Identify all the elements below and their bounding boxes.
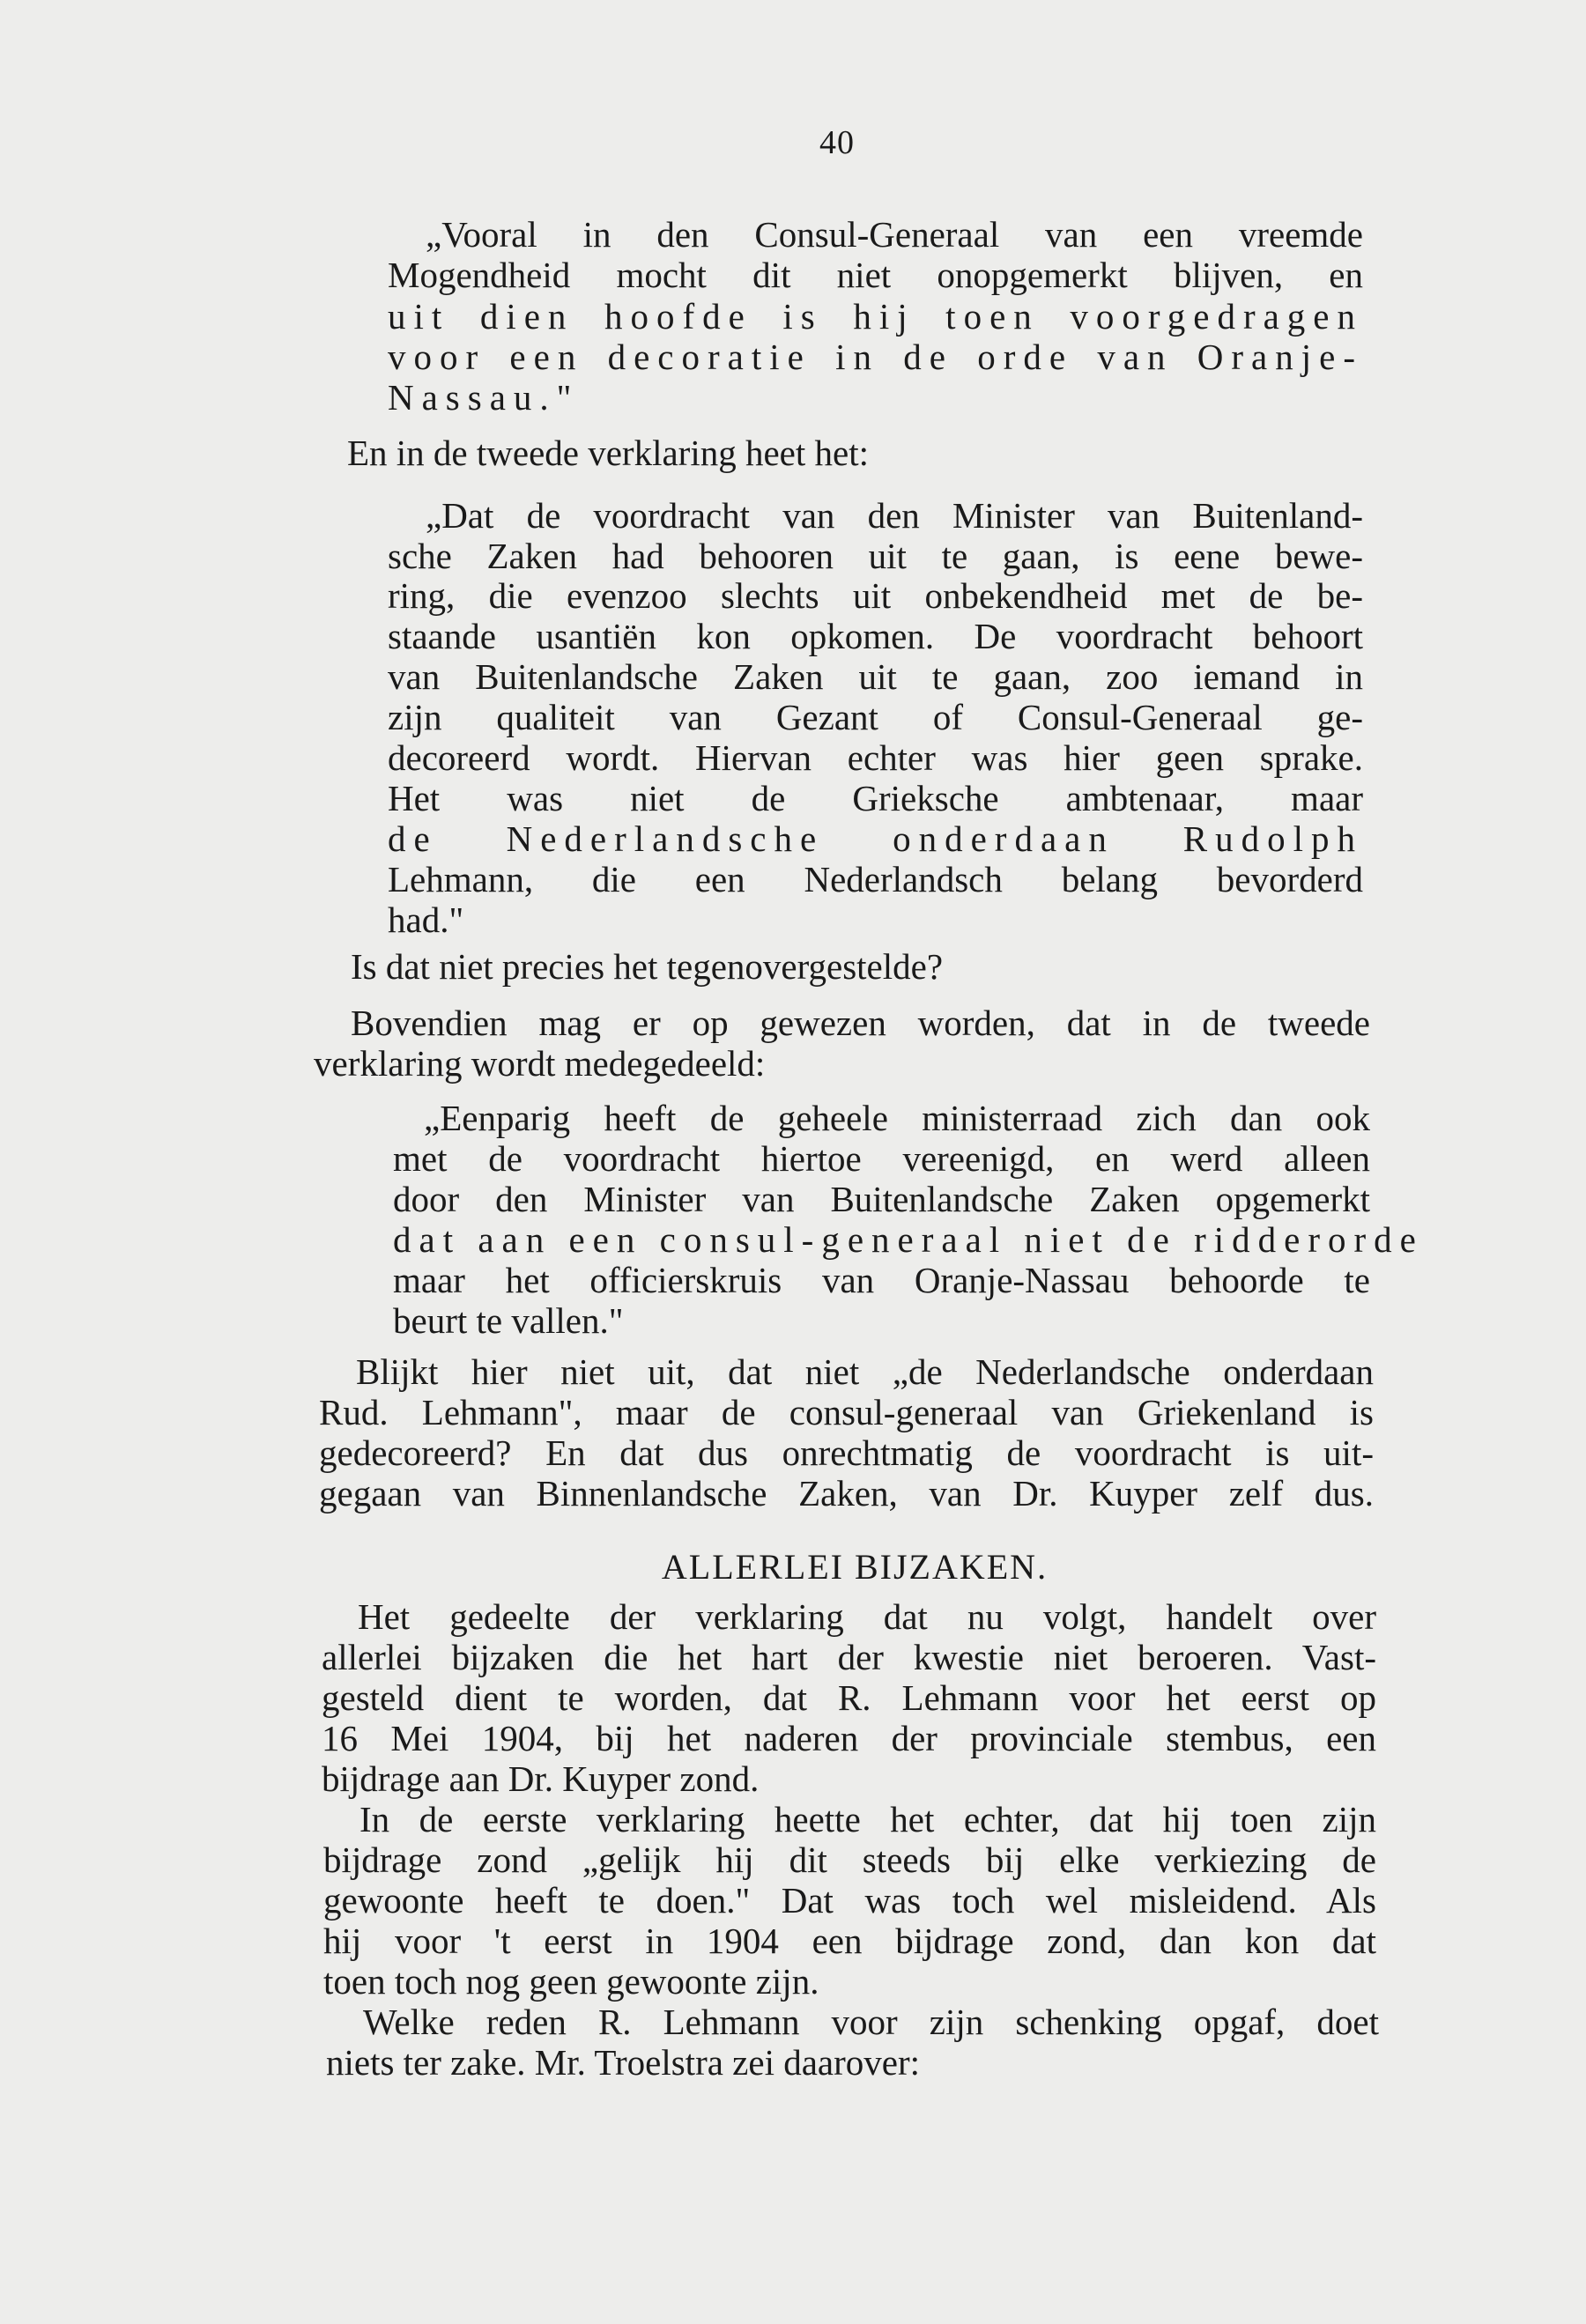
paragraph-5-line-5: bijdrage aan Dr. Kuyper zond. [322, 1758, 760, 1799]
paragraph-6-line-1: In de eerste verklaring heette het echter, dat hij toen zijn [359, 1799, 1376, 1839]
paragraph-4-line-2: Rud. Lehmann", maar de consul-generaal van Griekenland is [319, 1392, 1374, 1432]
quote2-line-6: zijn qualiteit van Gezant of Consul-Generaal ge- [388, 697, 1363, 737]
section-heading: ALLERLEI BIJZAKEN. [661, 1547, 1049, 1587]
paragraph-5-line-2: allerlei bijzaken die het hart der kwestie niet beroeren. Vast- [322, 1637, 1376, 1677]
quote2-line-8: Het was niet de Grieksche ambtenaar, maar [388, 778, 1363, 818]
paragraph-7-line-1: Welke reden R. Lehmann voor zijn schenking opgaf, doet [363, 2002, 1379, 2042]
quote2-line-1: „Dat de voordracht van den Minister van Buitenland- [426, 495, 1363, 536]
paragraph-6-line-3: gewoonte heeft te doen." Dat was toch wel misleidend. Als [323, 1880, 1376, 1921]
paragraph-6-line-4: hij voor 't eerst in 1904 een bijdrage zond, dan kon dat [323, 1921, 1376, 1961]
paragraph-2-line-1: Is dat niet precies het tegenovergestelde? [351, 946, 944, 987]
paragraph-5-line-1: Het gedeelte der verklaring dat nu volgt, handelt over [358, 1596, 1376, 1637]
paragraph-4-line-4: gegaan van Binnenlandsche Zaken, van Dr. Kuyper zelf dus. [319, 1473, 1374, 1514]
paragraph-6-line-5: toen toch nog geen gewoonte zijn. [323, 1961, 819, 2002]
quote2-line-7: decoreerd wordt. Hiervan echter was hier geen sprake. [388, 737, 1363, 778]
paragraph-5-line-3: gesteld dient te worden, dat R. Lehmann voor het eerst op [322, 1677, 1376, 1718]
quote3-line-5: maar het officierskruis van Oranje-Nassau behoorde te [393, 1260, 1370, 1300]
quote2-line-2: sche Zaken had behooren uit te gaan, is eene bewe- [388, 536, 1363, 576]
paragraph-4-line-3: gedecoreerd? En dat dus onrechtmatig de voordracht is uit- [319, 1432, 1374, 1473]
paragraph-5-line-4: 16 Mei 1904, bij het naderen der provinciale stembus, een [322, 1718, 1376, 1758]
paragraph-3-line-1: Bovendien mag er op gewezen worden, dat in de tweede [351, 1003, 1370, 1043]
quote2-line-9: de Nederlandsche onderdaan Rudolph [388, 818, 1363, 859]
paragraph-3-line-2: verklaring wordt medegedeeld: [314, 1043, 766, 1084]
quote2-line-4: staande usantiën kon opkomen. De voordracht behoort [388, 616, 1363, 656]
quote1-line-1: „Vooral in den Consul-Generaal van een vreemde [426, 214, 1363, 255]
paragraph-7-line-2: niets ter zake. Mr. Troelstra zei daarover: [326, 2042, 920, 2083]
paragraph-4-line-1: Blijkt hier niet uit, dat niet „de Nederlandsche onderdaan [356, 1351, 1374, 1392]
paragraph-1-line-1: En in de tweede verklaring heet het: [347, 433, 869, 473]
quote3-line-2: met de voordracht hiertoe vereenigd, en werd alleen [393, 1138, 1370, 1179]
quote3-line-4: dat aan een consul-generaal niet de ridderorde [393, 1219, 1424, 1260]
quote2-line-10: Lehmann, die een Nederlandsch belang bevorderd [388, 859, 1363, 899]
quote2-line-3: ring, die evenzoo slechts uit onbekendheid met de be- [388, 575, 1363, 616]
quote3-line-1: „Eenparig heeft de geheele ministerraad zich dan ook [424, 1098, 1370, 1138]
quote3-line-3: door den Minister van Buitenlandsche Zaken opgemerkt [393, 1179, 1370, 1219]
quote2-line-5: van Buitenlandsche Zaken uit te gaan, zoo iemand in [388, 656, 1363, 697]
quote1-line-3: uit dien hoofde is hij toen voorgedragen [388, 296, 1363, 337]
quote2-line-11: had." [388, 899, 464, 940]
quote1-line-5: Nassau." [388, 377, 580, 418]
page-number: 40 [819, 124, 855, 161]
quote3-line-6: beurt te vallen." [393, 1300, 624, 1341]
quote1-line-2: Mogendheid mocht dit niet onopgemerkt blijven, en [388, 255, 1363, 295]
paragraph-6-line-2: bijdrage zond „gelijk hij dit steeds bij elke verkiezing de [323, 1839, 1376, 1880]
quote1-line-4: voor een decoratie in de orde van Oranje- [388, 337, 1363, 377]
